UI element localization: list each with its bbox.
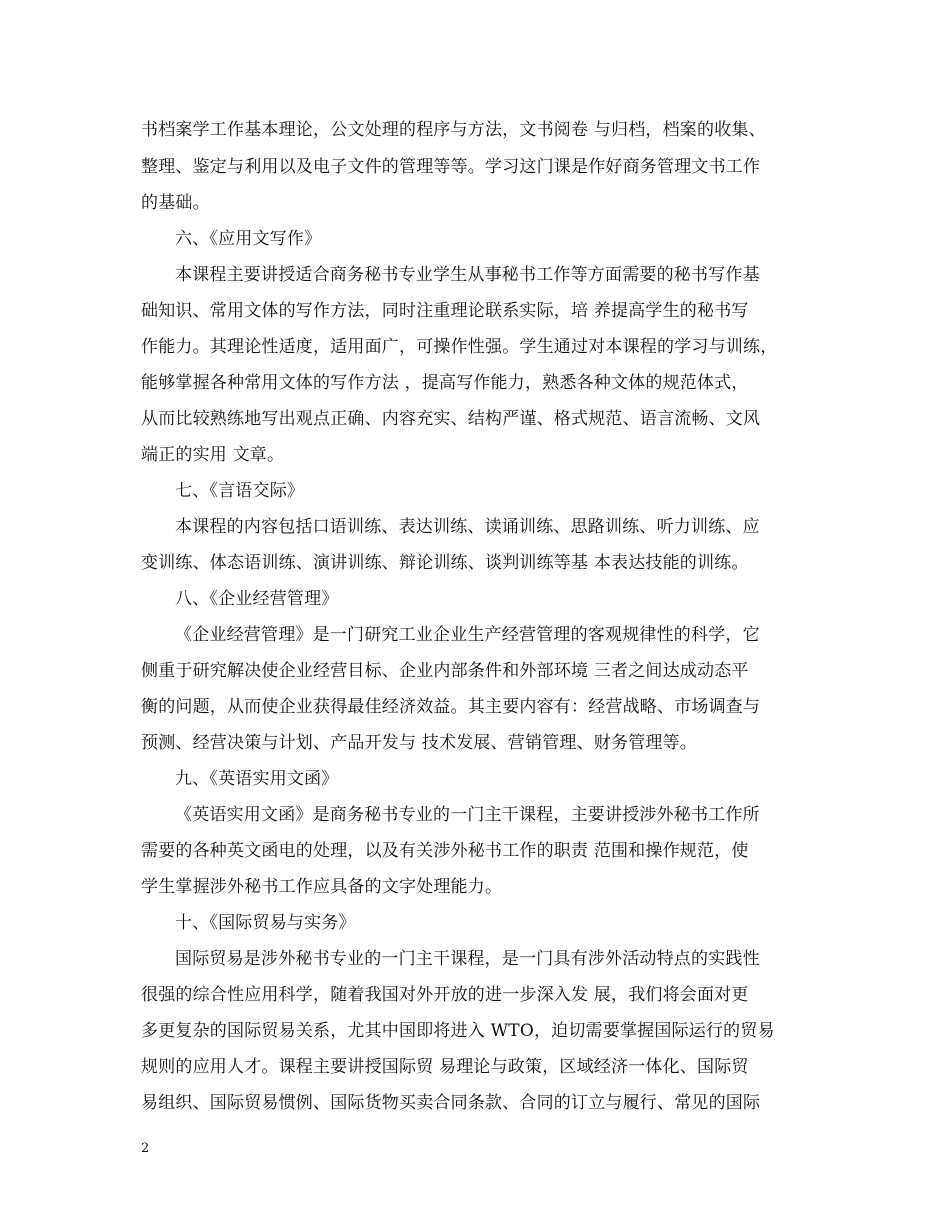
text-line: 变训练、体态语训练、演讲训练、辩论训练、谈判训练等基 本表达技能的训练。: [141, 553, 749, 573]
text-line: 《英语实用文函》是商务秘书专业的一门主干课程，主要讲授涉外秘书工作所: [175, 805, 760, 825]
text-line: 学生掌握涉外秘书工作应具备的文字处理能力。: [141, 877, 503, 897]
text-line: 本课程主要讲授适合商务秘书专业学生从事秘书工作等方面需要的秘书写作基: [175, 265, 760, 285]
text-line: 易组织、国际贸易惯例、国际货物买卖合同条款、合同的订立与履行、常见的国际: [141, 1093, 761, 1113]
text-line: 的基础。: [141, 193, 210, 213]
text-line: 规则的应用人才。课程主要讲授国际贸 易理论与政策，区域经济一体化、国际贸: [141, 1057, 749, 1077]
section-heading: 八、《企业经营管理》: [175, 589, 339, 609]
text-line: 本课程的内容包括口语训练、表达训练、读诵训练、思路训练、听力训练、应: [175, 517, 760, 537]
section-heading: 十、《国际贸易与实务》: [175, 913, 356, 933]
page-number: 2: [141, 1141, 150, 1156]
text-line: 端正的实用 文章。: [141, 445, 285, 465]
section-heading: 七、《言语交际》: [175, 481, 305, 501]
text-line: 国际贸易是涉外秘书专业的一门主干课程，是一门具有涉外活动特点的实践性: [175, 949, 760, 969]
text-line: 整理、鉴定与利用以及电子文件的管理等等。学习这门课是作好商务管理文书工作: [141, 157, 761, 177]
text-line: 从而比较熟练地写出观点正确、内容充实、结构严谨、格式规范、语言流畅、文风: [141, 409, 761, 429]
text-line: 侧重于研究解决使企业经营目标、企业内部条件和外部环境 三者之间达成动态平: [141, 661, 749, 681]
section-heading: 九、《英语实用文函》: [175, 769, 339, 789]
text-line: 很强的综合性应用科学，随着我国对外开放的进一步深入发 展，我们将会面对更: [141, 985, 749, 1005]
text-line: 书档案学工作基本理论，公文处理的程序与方法，文书阅卷 与归档，档案的收集、: [141, 120, 766, 140]
text-line: 《企业经营管理》是一门研究工业企业生产经营管理的客观规律性的科学，它: [175, 625, 760, 645]
section-heading: 六、《应用文写作》: [175, 229, 322, 249]
text-line: 作能力。其理论性适度，适用面广，可操作性强。学生通过对本课程的学习与训练，: [141, 337, 778, 357]
text-line: 多更复杂的国际贸易关系，尤其中国即将进入 WTO，迫切需要掌握国际运行的贸易: [141, 1021, 775, 1041]
text-line: 础知识、常用文体的写作方法，同时注重理论联系实际，培 养提高学生的秘书写: [141, 301, 749, 321]
text-line: 需要的各种英文函电的处理，以及有关涉外秘书工作的职责 范围和操作规范，使: [141, 841, 749, 861]
text-line: 衡的问题，从而使企业获得最佳经济效益。其主要内容有：经营战略、市场调查与: [141, 697, 761, 717]
text-line: 预测、经营决策与计划、产品开发与 技术发展、营销管理、财务管理等。: [141, 733, 698, 753]
text-line: 能够掌握各种常用文体的写作方法 ，提高写作能力，熟悉各种文体的规范体式，: [141, 373, 749, 393]
